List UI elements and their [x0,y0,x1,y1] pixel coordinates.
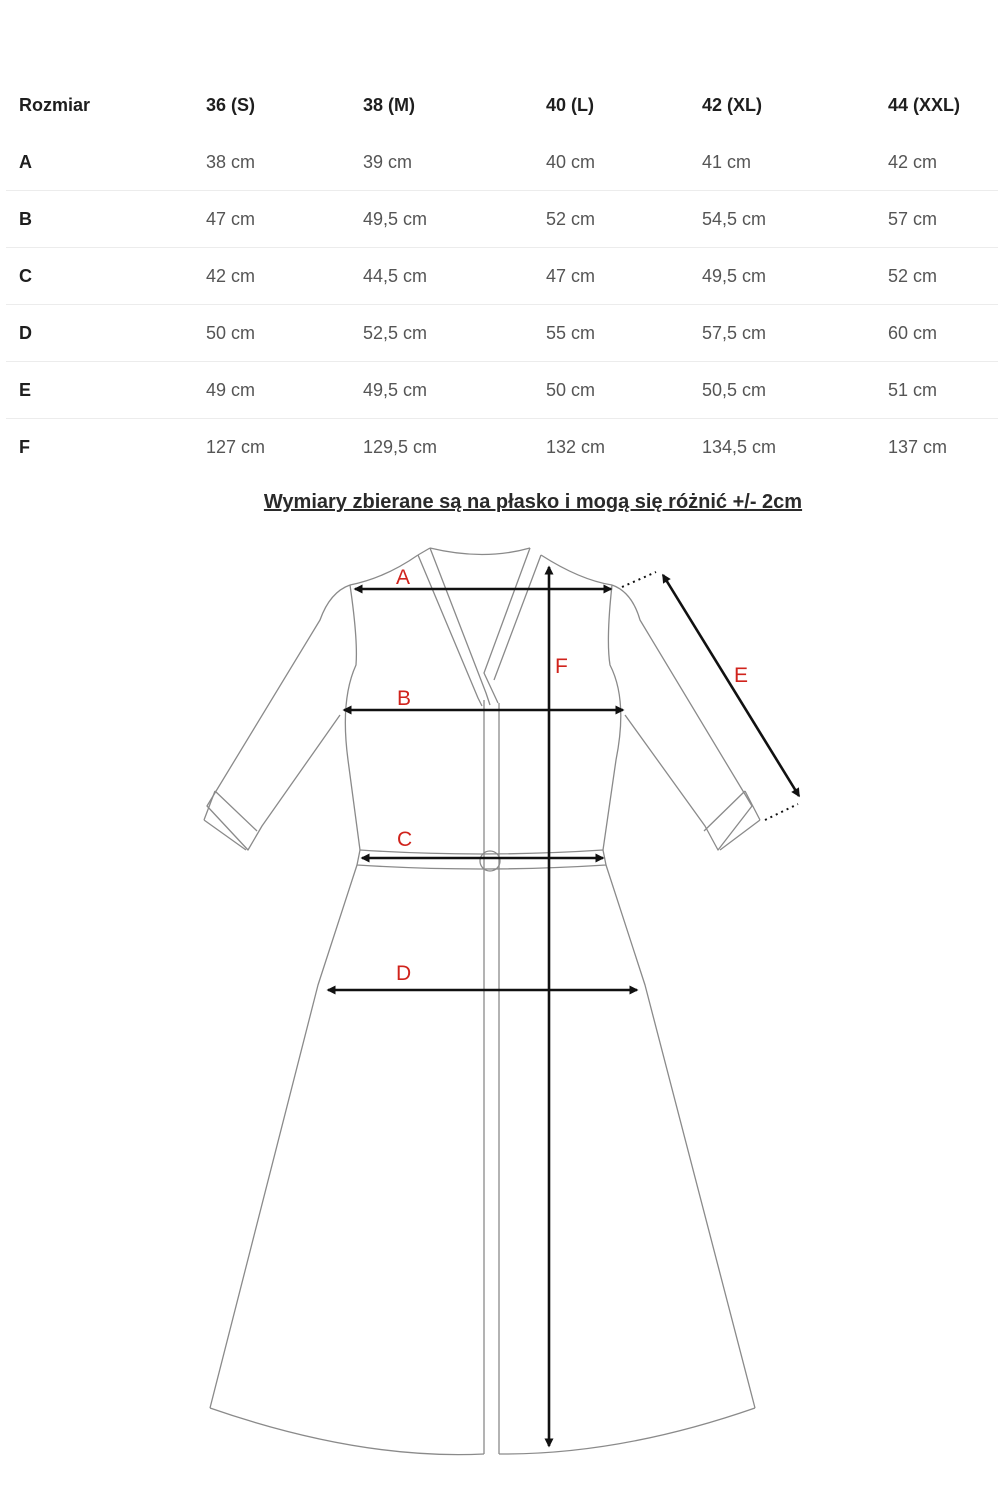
row-label: D [6,305,206,362]
collar-band-left [418,548,490,706]
size-table [6,77,998,475]
skirt-hem [210,1408,755,1455]
table-cell: 49,5 cm [363,362,546,419]
table-cell: 50,5 cm [702,362,888,419]
right-sleeve [612,585,752,850]
header-36: 36 (S) [206,95,256,115]
skirt-right-side [606,865,755,1408]
label-d: D [396,962,412,985]
header-38: 38 (M) [363,95,416,115]
table-cell: 42 cm [888,151,938,172]
header-42: 42 (XL) [702,95,763,115]
bodice-left-side [345,585,360,850]
table-cell: 52 cm [546,191,702,248]
skirt-left-side [210,865,357,1408]
table-cell: 54,5 cm [702,191,888,248]
table-cell: 40 cm [546,151,596,172]
dress-outline [204,548,760,1455]
label-a: A [396,566,411,589]
table-cell: 49,5 cm [702,248,888,305]
table-cell: 50 cm [206,305,363,362]
table-cell: 44,5 cm [363,248,546,305]
left-cuff [204,791,257,850]
table-cell: 51 cm [888,362,998,419]
dress-neckline [430,548,530,555]
row-label: E [6,362,206,419]
table-cell: 49,5 cm [363,191,546,248]
header-size: Rozmiar [19,95,91,115]
table-cell: 47 cm [546,248,702,305]
row-label: C [6,248,206,305]
label-e: E [734,664,749,687]
table-cell: 57,5 cm [702,305,888,362]
row-label: A [19,151,32,172]
table-row [6,419,998,476]
table-cell: 41 cm [702,151,752,172]
guide-e-bottom [765,804,798,820]
dotted-guides [622,572,798,820]
right-cuff [704,791,760,850]
guide-e-top [622,572,656,587]
button-placket [484,700,499,1454]
table-cell: 38 cm [206,151,256,172]
table-cell: 57 cm [888,191,998,248]
table-row [6,248,998,305]
size-table-header-row [6,77,998,134]
left-shoulder [418,548,430,555]
row-label: B [6,191,206,248]
table-cell: 127 cm [206,419,363,476]
measurement-note: Wymiary zbierane są na płasko i mogą się różnić +/- 2cm [263,491,803,513]
table-cell: 55 cm [546,305,702,362]
header-40: 40 (L) [546,95,595,115]
row-label: F [6,419,206,476]
table-cell: 132 cm [546,419,702,476]
table-cell: 60 cm [888,305,998,362]
dress-diagram [0,530,1000,1500]
table-row [6,362,998,419]
table-cell: 39 cm [363,151,413,172]
label-c: C [397,828,413,851]
table-row [6,305,998,362]
label-f: F [555,655,568,678]
table-row [6,134,998,191]
bodice-right-side [603,585,621,850]
header-44: 44 (XXL) [888,95,961,115]
arrow-e [663,575,799,796]
table-cell: 52 cm [888,248,998,305]
left-sleeve [207,585,350,850]
collar-band-right [484,548,541,703]
label-b: B [397,687,412,710]
table-cell: 49 cm [206,362,363,419]
table-cell: 129,5 cm [363,419,546,476]
table-cell: 134,5 cm [702,419,888,476]
table-row [6,191,998,248]
table-cell: 137 cm [888,419,998,476]
collar-band-right-outer [350,555,612,585]
table-cell: 52,5 cm [363,305,546,362]
table-cell: 50 cm [546,362,702,419]
table-cell: 42 cm [206,248,363,305]
table-cell: 47 cm [206,191,363,248]
